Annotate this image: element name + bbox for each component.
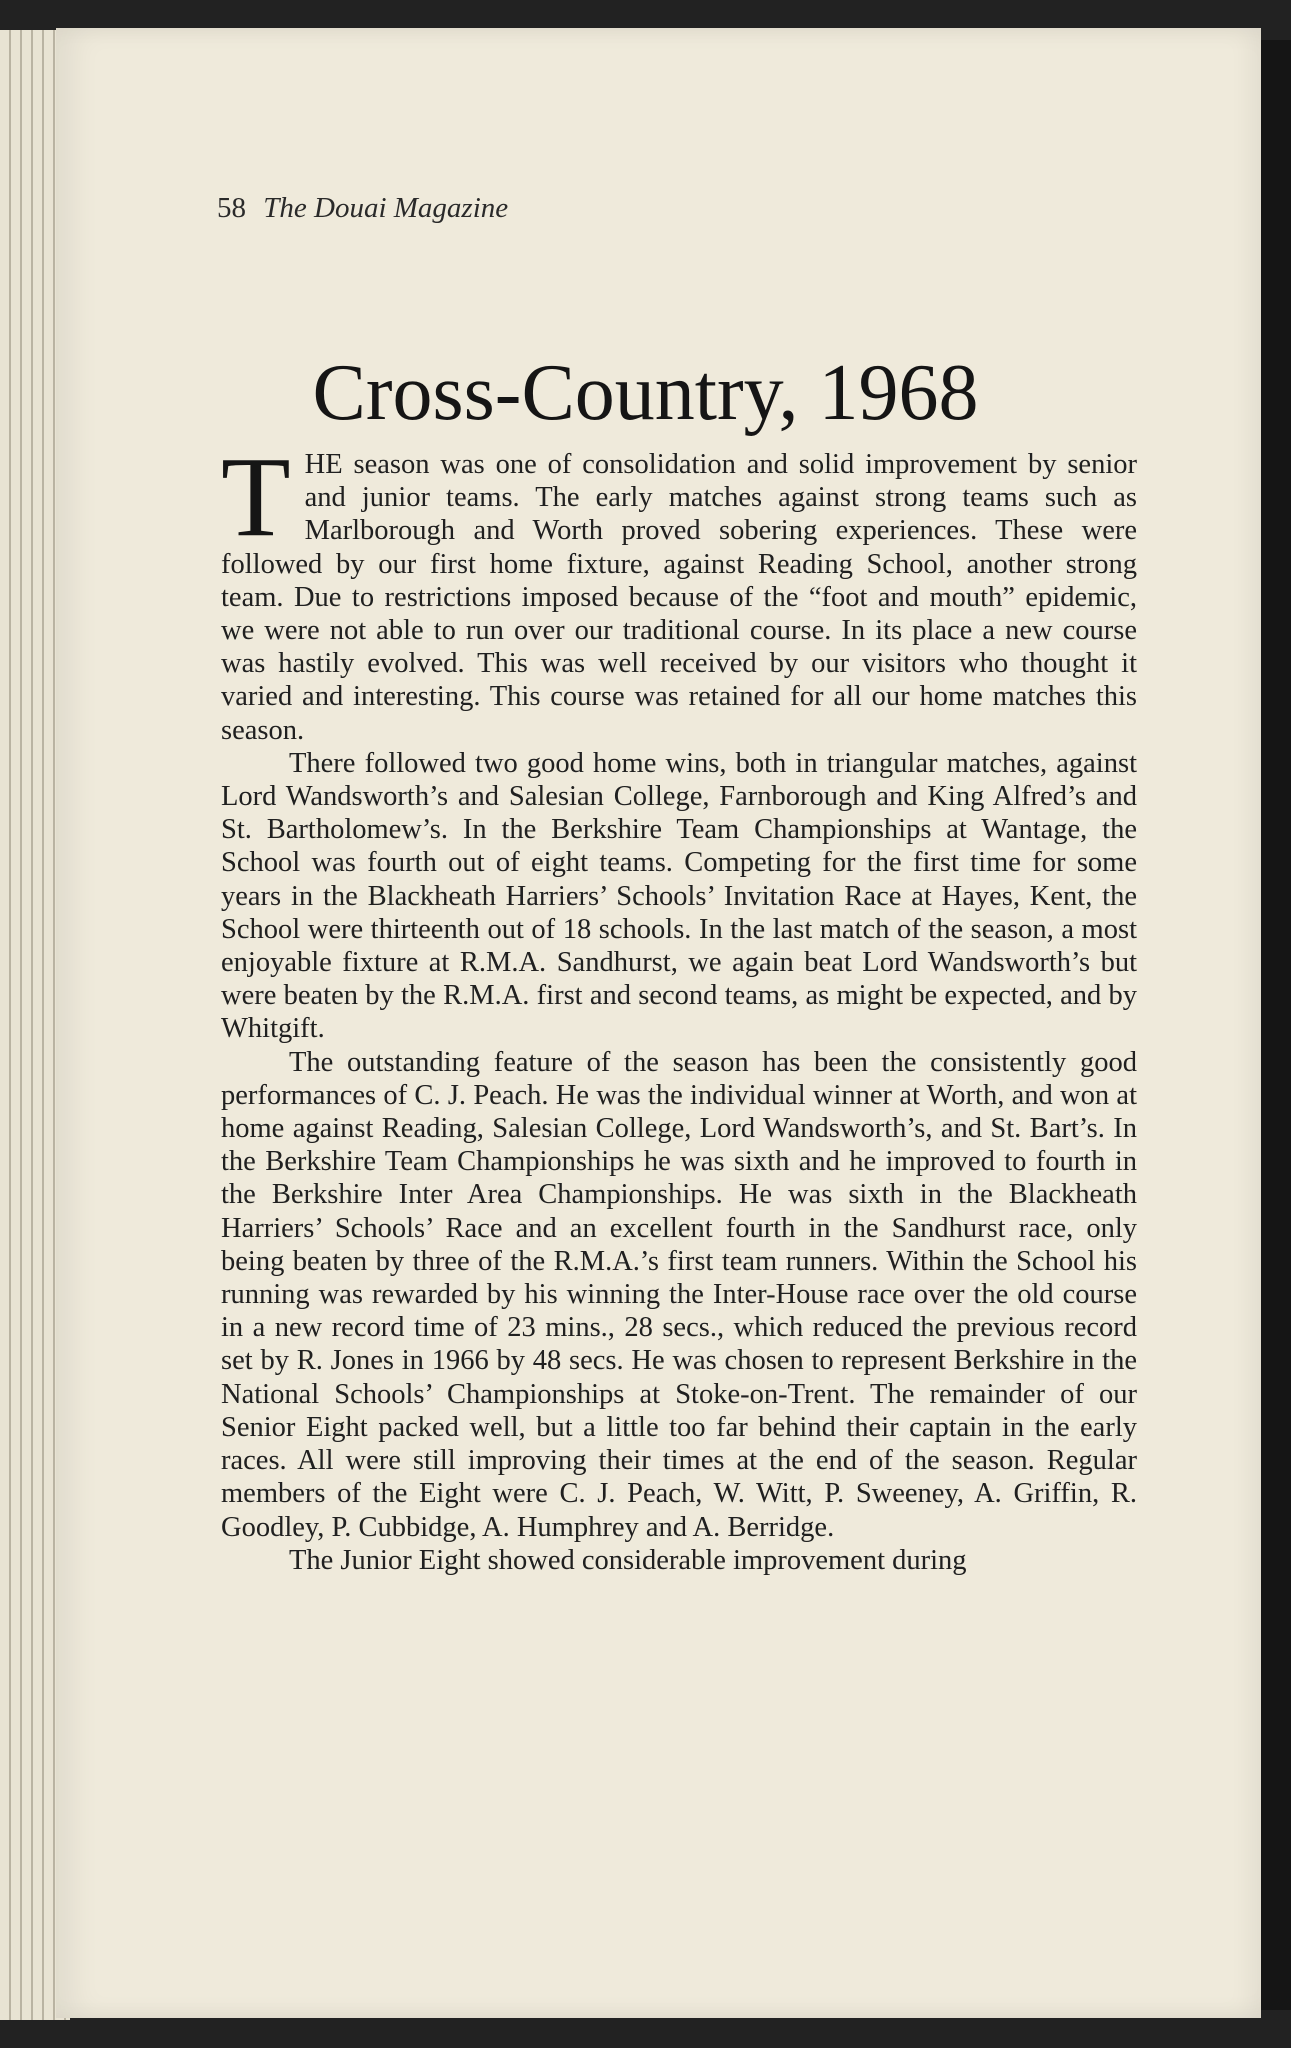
drop-cap: T [221,433,291,560]
paragraph-2: There followed two good home wins, both in triangular matches, against Lord Wandsworth’s and Salesian College, Farnborough and King Alfred’s and St. Bartholomew’s. In the Berkshire Team Championships at Wantage, the School was fourth out of eight teams. Competing for the first time for some years in the Blackheath Harriers’ Schools’ Invitation Race at Hayes, Kent, the School were thirteenth out of 18 schools. In the last match of the season, a most enjoyable fixture at R.M.A. Sandhurst, we again beat Lord Wandsworth’s but were beaten by the R.M.A. first and second teams, as might be expected, and by Whitgift. [221,747,1137,1045]
article-title: Cross-Country, 1968 [312,349,979,437]
cover-edge [1261,40,1291,2010]
magazine-title: The Douai Magazine [263,192,509,224]
paragraph-1 [221,433,1137,747]
article-body [221,433,1137,1577]
paragraph-4: The Junior Eight showed considerable improvement during [289,1544,967,1576]
running-head [217,192,508,225]
paragraph-3: The outstanding feature of the season has been the consistently good performances of C. J. Peach. He was the individual winner at Worth, and won at home against Reading, Salesian College, Lord Wandsworth’s, and St. Bart’s. In the Berkshire Team Championships he was sixth and he improved to fourth in the Berkshire Inter Area Championships. He was sixth in the Blackheath Harriers’ Schools’ Race and an excellent fourth in the Sandhurst race, only being beaten by three of the R.M.A.’s first team runners. Within the School his running was rewarded by his winning the Inter-House race over the old course in a new record time of 23 mins., 28 secs., which reduced the previous record set by R. Jones in 1966 by 48 secs. He was chosen to represent Berkshire in the National Schools’ Championships at Stoke-on-Trent. The remainder of our Senior Eight packed well, but a little too far behind their captain in the early races. All were still improving their times at the end of the season. Regular members of the Eight were C. J. Peach, W. Witt, P. Sweeney, A. Griffin, R. Goodley, P. Cubbidge, A. Humphrey and A. Berridge. [221,1046,1137,1543]
paragraph-1-text: HE season was one of consolidation and solid improvement by senior and junior teams. The early matches against strong teams such as Marlborough and Worth proved sobering experiences. These were followed by our first home fixture, against Reading School, another strong team. Due to restrictions imposed because of the “foot and mouth” epidemic, we were not able to run over our traditional course. In its place a new course was hastily evolved. This was well received by our visitors who thought it varied and interesting. This course was retained for all our home matches this season. [221,449,1137,746]
page-number: 58 [217,192,246,224]
